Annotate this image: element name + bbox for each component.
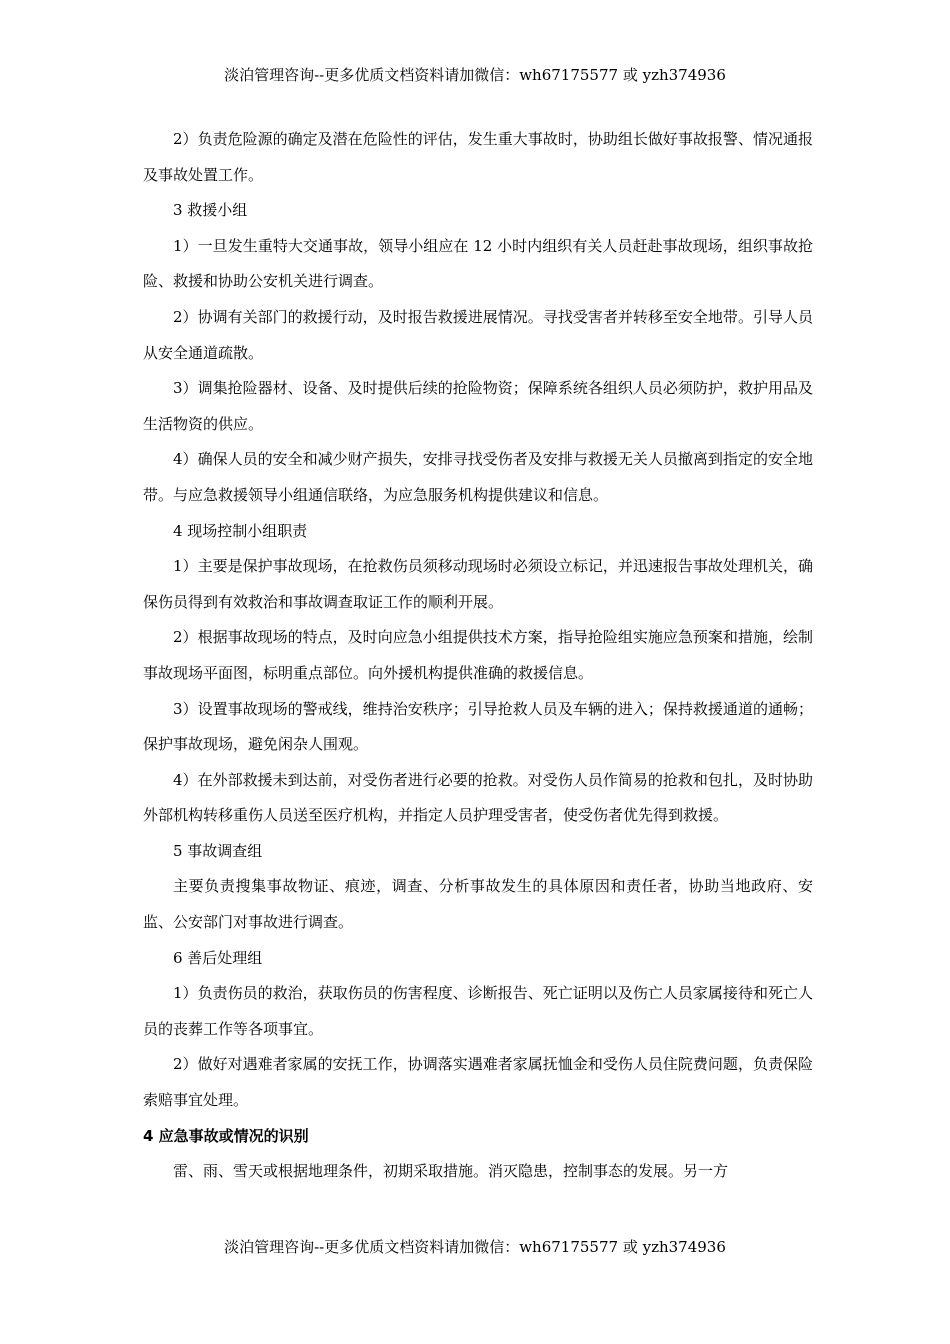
section-title-rescue-team: 3 救援小组 <box>173 201 248 220</box>
paragraph: 2）根据事故现场的特点，及时向应急小组提供技术方案，指导抢险组实施应急预案和措施，绘制事故现场平面图，标明重点部位。向外援机构提供准确的救援信息。 <box>143 628 813 682</box>
paragraph: 1）负责伤员的救治，获取伤员的伤害程度、诊断报告、死亡证明以及伤亡人员家属接待和死亡人员的丧葬工作等各项事宜。 <box>143 984 813 1038</box>
paragraph: 2）负责危险源的确定及潜在危险性的评估，发生重大事故时，协助组长做好事故报警、情况通报及事故处置工作。 <box>143 130 813 184</box>
paragraph: 2）做好对遇难者家属的安抚工作，协调落实遇难者家属抚恤金和受伤人员住院费问题，负责保险索赔事宜处理。 <box>143 1055 813 1110</box>
document-body <box>143 122 813 1190</box>
section-title-site-control: 4 现场控制小组职责 <box>173 521 308 540</box>
paragraph: 雷、雨、雪天或根据地理条件，初期采取措施。消灭隐患，控制事态的发展。另一方 <box>173 1162 729 1181</box>
paragraph: 4）在外部救援未到达前，对受伤者进行必要的抢救。对受伤人员作简易的抢救和包扎，及时协助外部机构转移重伤人员送至医疗机构，并指定人员护理受害者，使受伤者优先得到救援。 <box>143 770 813 825</box>
page-footer: 淡泊管理咨询--更多优质文档资料请加微信：wh67175577 或 yzh374936 <box>224 1238 726 1256</box>
heading-emergency-identification: 4 应急事故或情况的识别 <box>143 1126 309 1145</box>
paragraph: 3）调集抢险器材、设备、及时提供后续的抢险物资；保障系统各组织人员必须防护，救护用品及生活物资的供应。 <box>143 379 813 433</box>
page-header: 淡泊管理咨询--更多优质文档资料请加微信：wh67175577 或 yzh374936 <box>224 66 726 84</box>
section-title-investigation: 5 事故调查组 <box>173 841 263 860</box>
section-title-aftermath: 6 善后处理组 <box>173 948 263 967</box>
paragraph: 主要负责搜集事故物证、痕迹，调查、分析事故发生的具体原因和责任者，协助当地政府、安监、公安部门对事故进行调查。 <box>143 877 813 932</box>
paragraph: 1）主要是保护事故现场，在抢救伤员须移动现场时必须设立标记，并迅速报告事故处理机关，确保伤员得到有效救治和事故调查取证工作的顺利开展。 <box>143 557 813 611</box>
paragraph: 2）协调有关部门的救援行动，及时报告救援进展情况。寻找受害者并转移至安全地带。引导人员从安全通道疏散。 <box>143 307 813 362</box>
paragraph: 4）确保人员的安全和减少财产损失，安排寻找受伤者及安排与救援无关人员撤离到指定的安全地带。与应急救援领导小组通信联络，为应急服务机构提供建议和信息。 <box>143 450 813 504</box>
paragraph: 1）一旦发生重特大交通事故，领导小组应在 12 小时内组织有关人员赶赴事故现场，组织事故抢险、救援和协助公安机关进行调查。 <box>143 236 813 291</box>
paragraph: 3）设置事故现场的警戒线，维持治安秩序；引导抢救人员及车辆的进入；保持救援通道的通畅；保护事故现场，避免闲杂人围观。 <box>143 699 813 754</box>
